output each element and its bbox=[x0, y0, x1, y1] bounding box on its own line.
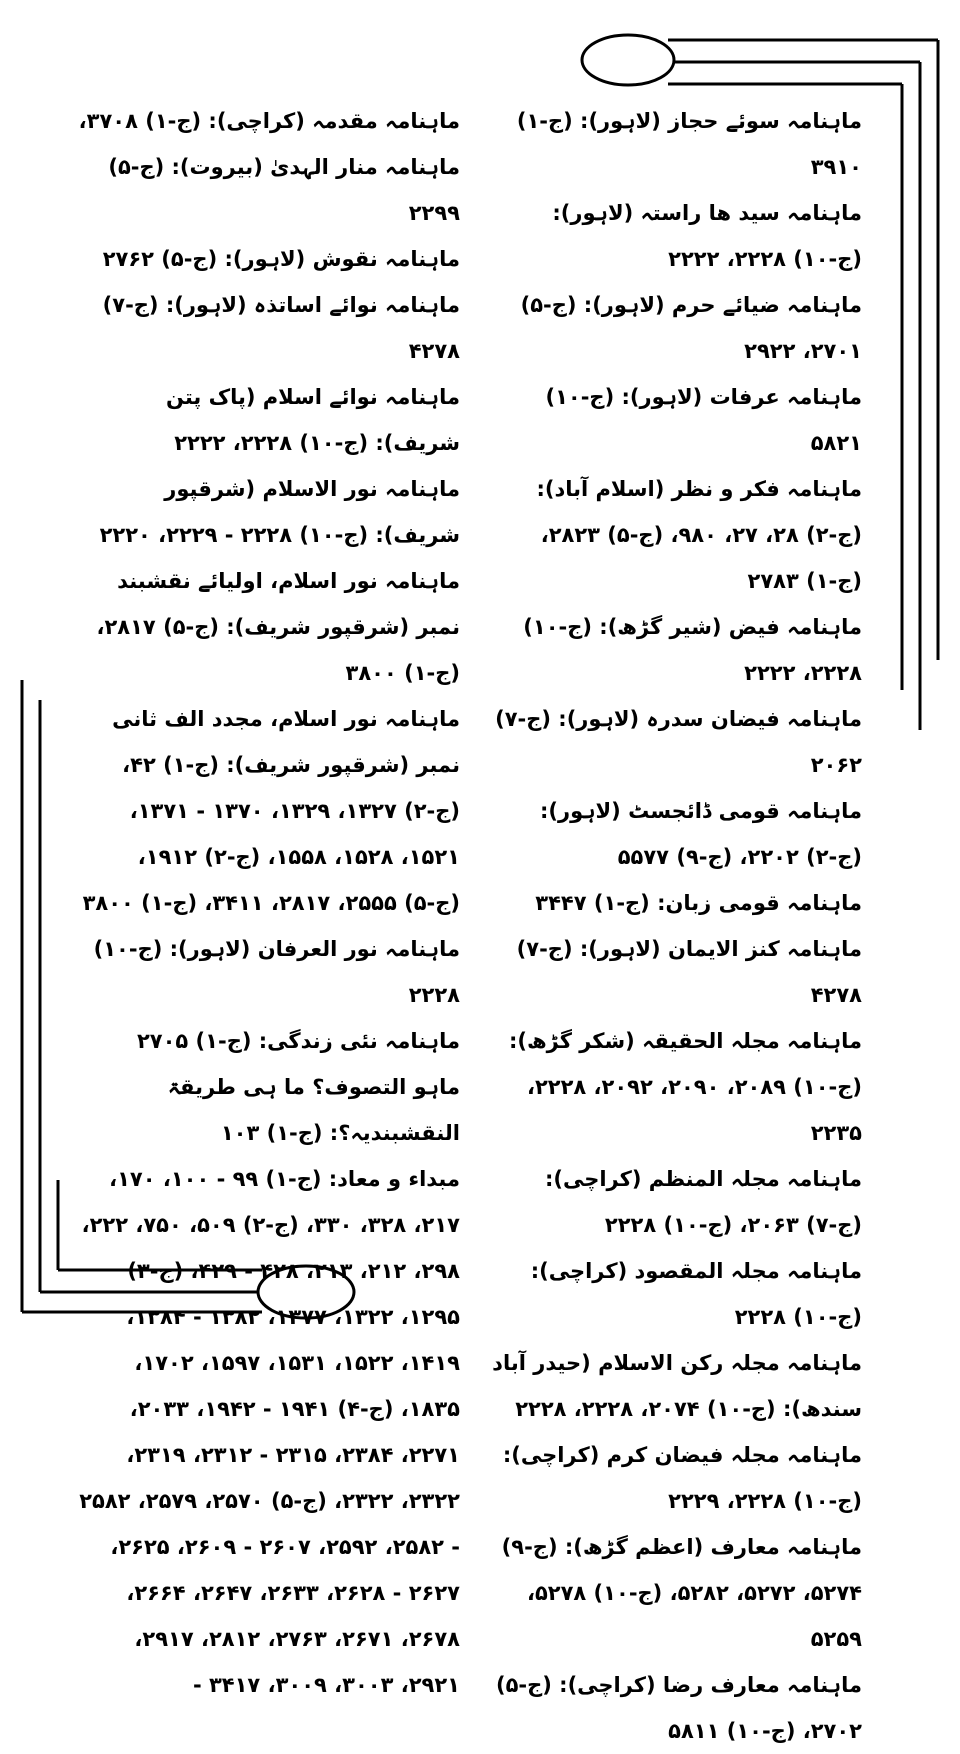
index-entry: مبداء و معاد: (ج-۱) ۹۹ - ۱۰۰، ۱۷۰، ۲۱۷، ۳۲۸، ۳۳۰، (ج-۲) ۵۰۹، ۷۵۰، ۲۲۲، ۲۹۸، ۲۱۲، ۲۱۳، ۴۲۸ - ۴۲۹، (ج-۳) ۱۲۹۵، ۱۳۲۲، ۱۳۷۷، ۱۳۸۲ - ۱۳۸۴، ۱۴۱۹، ۱۵۲۲، ۱۵۳۱، ۱۵۹۷، ۱۷۰۲، ۱۸۳۵، (ج-۴) ۱۹۴۱ - ۱۹۴۲، ۲۰۳۳، ۲۲۷۱، ۲۳۸۴، ۲۳۱۵ - ۲۳۱۲، ۲۳۱۹، ۲۳۲۲، ۲۳۲۲، (ج-۵) ۲۵۷۰، ۲۵۷۹، ۲۵۸۲ - ۲۵۸۲، ۲۵۹۲، ۲۶۰۷ - ۲۶۰۹، ۲۶۲۵، ۲۶۲۷ - ۲۶۲۸، ۲۶۳۳، ۲۶۴۷، ۲۶۶۴، ۲۶۷۸، ۲۶۷۱، ۲۷۶۳، ۲۸۱۲، ۲۹۱۷، ۲۹۲۱، ۳۰۰۳، ۳۰۰۹، ۳۴۱۷ - bbox=[79, 1167, 460, 1697]
index-entry: ماہنامہ مجلہ المنظم (کراچی): (ج-۷) ۲۰۶۳، (ج-۱۰) ۲۲۲۸ bbox=[544, 1167, 862, 1237]
index-entry: ماہنامہ فیض (شیر گڑھ): (ج-۱۰) ۲۲۲۸، ۲۲۲۲ bbox=[523, 615, 862, 685]
index-entry: ماہنامہ کنز الایمان (لاہور): (ج-۷) ۴۲۷۸ bbox=[516, 937, 862, 1007]
index-entry: ماہنامہ قومی زبان: (ج-۱) ۳۴۴۷ bbox=[535, 891, 862, 915]
index-entry: ماہنامہ نور اسلام، مجدد الف ثانی نمبر (شرقپور شریف): (ج-۱) ۴۲، (ج-۲) ۱۳۲۷، ۱۳۲۹، ۱۳۷۰ - ۱۳۷۱، ۱۵۲۱، ۱۵۲۸، ۱۵۵۸، (ج-۲) ۱۹۱۲، (ج-۵) ۲۵۵۵، ۲۸۱۷، ۳۴۱۱، (ج-۱) ۳۸۰۰ bbox=[82, 707, 460, 915]
index-entry: ماہنامہ مجلہ رکن الاسلام (حیدر آباد سندھ): (ج-۱۰) ۲۰۷۴، ۲۲۲۸، ۲۲۲۸ bbox=[492, 1351, 862, 1421]
left-column bbox=[78, 98, 460, 1708]
right-column bbox=[490, 98, 862, 1754]
index-entry: ماہنامہ معارف رضا (کراچی): (ج-۵) ۲۷۰۲، (ج-۱۰) ۵۸۱۱ bbox=[495, 1673, 862, 1743]
index-entry: ماہنامہ فکر و نظر (اسلام آباد): (ج-۲) ۲۸، ۲۷، ۹۸۰، (ج-۵) ۲۸۲۳، (ج-۱) ۲۷۸۳ bbox=[536, 477, 862, 593]
index-entry: ماہو التصوف؟ ما ہی طریقۃ النقشبندیہ؟: (ج-۱) ۱۰۳ bbox=[167, 1075, 460, 1145]
index-entry: ماہنامہ منار الہدیٰ (بیروت): (ج-۵) ۲۲۹۹ bbox=[108, 155, 460, 225]
index-entry: ماہنامہ نور الاسلام (شرقپور شریف): (ج-۱۰) ۲۲۲۸ - ۲۲۲۹، ۲۲۲۰ bbox=[99, 477, 460, 547]
index-entry: ماہنامہ سید ھا راستہ (لاہور): (ج-۱۰) ۲۲۲۸، ۲۲۲۲ bbox=[552, 201, 862, 271]
top-oval-ornament bbox=[582, 35, 674, 85]
index-entry: ماہنامہ نقوش (لاہور): (ج-۵) ۲۷۶۲ bbox=[102, 247, 460, 271]
index-entry: ماہنامہ نور العرفان (لاہور): (ج-۱۰) ۲۲۲۸ bbox=[93, 937, 460, 1007]
index-entry: ماہنامہ مجلہ المقصود (کراچی): (ج-۱۰) ۲۲۲۸ bbox=[530, 1259, 862, 1329]
index-entry: ماہنامہ قومی ڈائجسٹ (لاہور): (ج-۲) ۲۲۰۲، (ج-۹) ۵۵۷۷ bbox=[539, 799, 862, 869]
index-entry: ماہنامہ معارف (اعظم گڑھ): (ج-۹) ۵۲۷۴، ۵۲۷۲، ۵۲۸۲، (ج-۱۰) ۵۲۷۸، ۵۲۵۹ bbox=[501, 1535, 862, 1651]
index-entry: ماہنامہ نور اسلام، اولیائے نقشبند نمبر (شرقپور شریف): (ج-۵) ۲۸۱۷، (ج-۱) ۳۸۰۰ bbox=[96, 569, 460, 685]
index-entry: ماہنامہ عرفات (لاہور): (ج-۱۰) ۵۸۲۱ bbox=[545, 385, 862, 455]
index-entry: ماہنامہ سوئے حجاز (لاہور): (ج-۱) ۳۹۱۰ bbox=[516, 109, 862, 179]
index-entry: ماہنامہ نئی زندگی: (ج-۱) ۲۷۰۵ bbox=[136, 1029, 460, 1053]
index-entry: ماہنامہ نوائے اسلام (پاک پتن شریف): (ج-۱۰) ۲۲۲۸، ۲۲۲۲ bbox=[165, 385, 460, 455]
index-entry: ماہنامہ مجلہ فیضان کرم (کراچی): (ج-۱۰) ۲۲۲۸، ۲۲۲۹ bbox=[502, 1443, 862, 1513]
index-entry: ماہنامہ ضیائے حرم (لاہور): (ج-۵) ۲۷۰۱، ۲۹۲۲ bbox=[520, 293, 862, 363]
index-entry: ماہنامہ فیضان سدرہ (لاہور): (ج-۷) ۲۰۶۲ bbox=[495, 707, 862, 777]
index-entry: ماہنامہ مقدمہ (کراچی): (ج-۱) ۳۷۰۸، bbox=[78, 109, 460, 133]
index-entry: ماہنامہ مجلہ الحقیقہ (شکر گڑھ): (ج-۱۰) ۲۰۸۹، ۲۰۹۰، ۲۰۹۲، ۲۲۲۸، ۲۲۳۵ bbox=[508, 1029, 862, 1145]
index-entry: ماہنامہ نوائے اساتذہ (لاہور): (ج-۷) ۴۲۷۸ bbox=[102, 293, 460, 363]
